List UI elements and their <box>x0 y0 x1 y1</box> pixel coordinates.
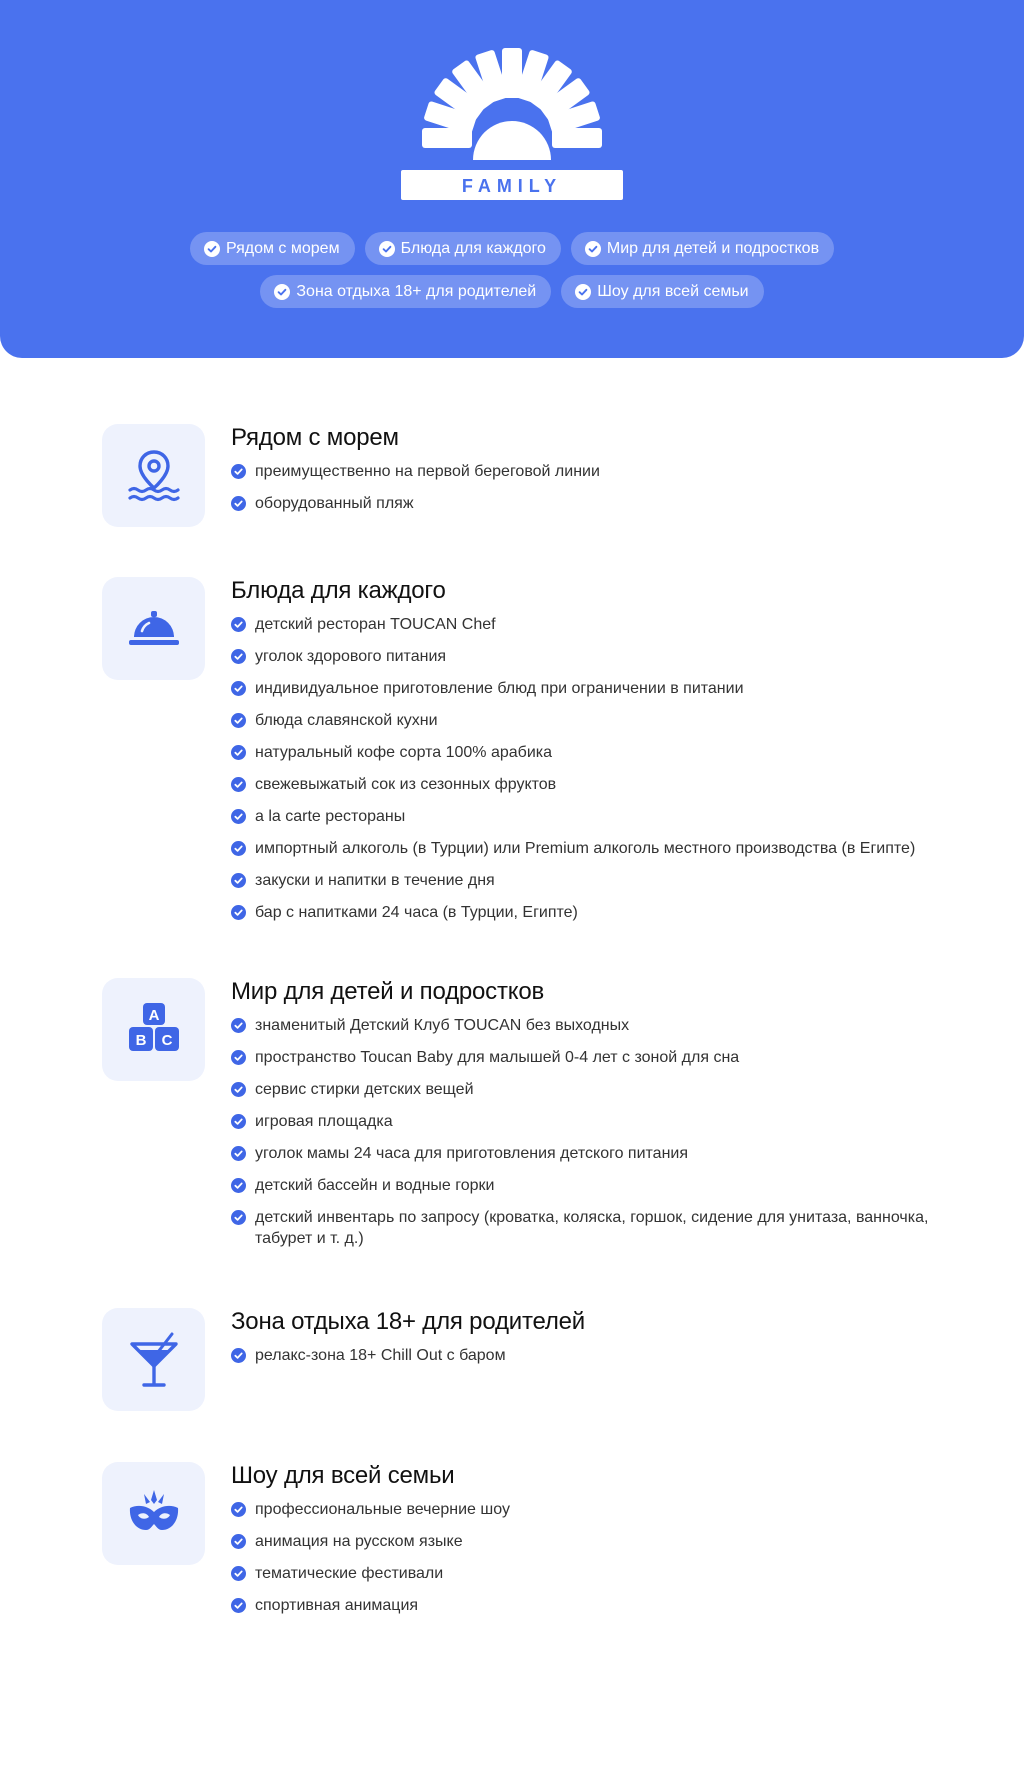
list-item <box>231 614 931 635</box>
check-circle-icon <box>231 1114 246 1129</box>
cocktail-icon <box>102 1308 205 1411</box>
list-item <box>231 1111 931 1132</box>
list-item <box>231 1531 931 1552</box>
list-item <box>231 806 931 827</box>
list-item <box>231 678 931 699</box>
section-body <box>231 424 931 525</box>
list-item-text: детский инвентарь по запросу (кроватка, коляска, горшок, сидение для унитаза, ванночка, табурет и т. д.) <box>255 1209 929 1247</box>
category-chip[interactable] <box>561 275 763 308</box>
feature-list <box>231 614 931 923</box>
hero-banner <box>0 0 1024 358</box>
list-item <box>231 1079 931 1100</box>
list-item <box>231 1345 931 1366</box>
check-circle-icon <box>231 745 246 760</box>
list-item-text: a la carte рестораны <box>255 808 406 825</box>
check-circle-icon <box>231 1018 246 1033</box>
svg-text:C: C <box>161 1031 172 1049</box>
chip-label: Рядом с морем <box>225 239 340 257</box>
list-item-text: детский ресторан TOUCAN Chef <box>255 616 496 633</box>
list-item <box>231 838 931 859</box>
list-item <box>231 646 931 667</box>
section-title: Зона отдыха 18+ для родителей <box>231 1308 585 1335</box>
list-item-text: релакс-зона 18+ Chill Out с баром <box>255 1347 506 1364</box>
list-item <box>231 902 931 923</box>
chip-label: Шоу для всей семьи <box>597 282 749 300</box>
check-circle-icon <box>575 284 591 300</box>
check-circle-icon <box>274 284 290 300</box>
list-item <box>231 1595 931 1616</box>
list-item-text: анимация на русском языке <box>255 1533 463 1550</box>
chip-label: Зона отдыха 18+ для родителей <box>296 282 537 300</box>
list-item-text: свежевыжатый сок из сезонных фруктов <box>255 776 557 793</box>
list-item-text: импортный алкоголь (в Турции) или Premium алкоголь местного производства (в Египте) <box>255 840 916 857</box>
check-circle-icon <box>231 1146 246 1161</box>
check-circle-icon <box>231 777 246 792</box>
check-circle-icon <box>231 1598 246 1613</box>
check-circle-icon <box>231 1348 246 1363</box>
list-item <box>231 1563 931 1584</box>
list-item-text: спортивная анимация <box>255 1597 419 1614</box>
section-title: Блюда для каждого <box>231 577 446 604</box>
list-item-text: натуральный кофе сорта 100% арабика <box>255 744 553 761</box>
check-circle-icon <box>231 1050 246 1065</box>
feature-list <box>231 1499 931 1616</box>
family-logo <box>401 48 623 202</box>
list-item-text: знаменитый Детский Клуб TOUCAN без выходных <box>255 1017 630 1034</box>
list-item-text: тематические фестивали <box>255 1565 444 1582</box>
check-circle-icon <box>231 905 246 920</box>
svg-text:A: A <box>148 1006 159 1024</box>
feature-list <box>231 1015 931 1249</box>
list-item-text: закуски и напитки в течение дня <box>255 872 495 889</box>
chip-label: Блюда для каждого <box>400 239 546 257</box>
list-item-text: преимущественно на первой береговой линии <box>255 463 600 480</box>
category-chip[interactable] <box>260 275 551 308</box>
sun-logo-icon <box>401 48 623 202</box>
carnival-mask-icon <box>102 1462 205 1565</box>
section-title: Мир для детей и подростков <box>231 978 545 1005</box>
section-body <box>231 1308 931 1377</box>
check-circle-icon <box>231 464 246 479</box>
category-chip[interactable] <box>190 232 355 265</box>
check-circle-icon <box>231 1534 246 1549</box>
category-chip[interactable] <box>571 232 834 265</box>
feature-list <box>231 1345 931 1366</box>
category-chip[interactable] <box>365 232 561 265</box>
check-circle-icon <box>231 713 246 728</box>
abc-blocks-icon <box>102 978 205 1081</box>
svg-text:B: B <box>135 1031 146 1049</box>
check-circle-icon <box>585 241 601 257</box>
list-item-text: игровая площадка <box>255 1113 393 1130</box>
check-circle-icon <box>231 841 246 856</box>
check-circle-icon <box>231 873 246 888</box>
chips-row-1 <box>0 232 1024 265</box>
check-circle-icon <box>231 1178 246 1193</box>
list-item-text: профессиональные вечерние шоу <box>255 1501 510 1518</box>
check-circle-icon <box>231 1082 246 1097</box>
list-item-text: индивидуальное приготовление блюд при ограничении в питании <box>255 680 744 697</box>
feature-list <box>231 461 931 514</box>
chip-label: Мир для детей и подростков <box>606 239 820 257</box>
check-circle-icon <box>231 1566 246 1581</box>
list-item-text: оборудованный пляж <box>255 495 414 512</box>
chips-row-2 <box>0 275 1024 308</box>
list-item-text: уголок здорового питания <box>255 648 447 665</box>
list-item <box>231 461 931 482</box>
section-body <box>231 978 931 1260</box>
check-circle-icon <box>231 681 246 696</box>
list-item-text: уголок мамы 24 часа для приготовления детского питания <box>255 1145 689 1162</box>
list-item-text: бар с напитками 24 часа (в Турции, Египте) <box>255 904 578 921</box>
check-circle-icon <box>231 617 246 632</box>
svg-text:FAMILY: FAMILY <box>461 176 563 196</box>
cloche-icon <box>102 577 205 680</box>
list-item <box>231 1047 931 1068</box>
section-title: Рядом с морем <box>231 424 399 451</box>
list-item-text: блюда славянской кухни <box>255 712 438 729</box>
check-circle-icon <box>231 1210 246 1225</box>
section-body <box>231 577 931 934</box>
list-item <box>231 1207 931 1249</box>
list-item <box>231 1175 931 1196</box>
list-item <box>231 710 931 731</box>
sea-location-icon <box>102 424 205 527</box>
list-item <box>231 493 931 514</box>
list-item-text: сервис стирки детских вещей <box>255 1081 474 1098</box>
list-item <box>231 1143 931 1164</box>
list-item <box>231 870 931 891</box>
list-item <box>231 1499 931 1520</box>
section-body <box>231 1462 931 1627</box>
check-circle-icon <box>231 1502 246 1517</box>
list-item <box>231 1015 931 1036</box>
list-item <box>231 742 931 763</box>
list-item-text: пространство Toucan Baby для малышей 0-4 лет с зоной для сна <box>255 1049 740 1066</box>
list-item-text: детский бассейн и водные горки <box>255 1177 495 1194</box>
section-title: Шоу для всей семьи <box>231 1462 455 1489</box>
check-circle-icon <box>231 649 246 664</box>
check-circle-icon <box>204 241 220 257</box>
check-circle-icon <box>231 496 246 511</box>
check-circle-icon <box>231 809 246 824</box>
check-circle-icon <box>379 241 395 257</box>
list-item <box>231 774 931 795</box>
